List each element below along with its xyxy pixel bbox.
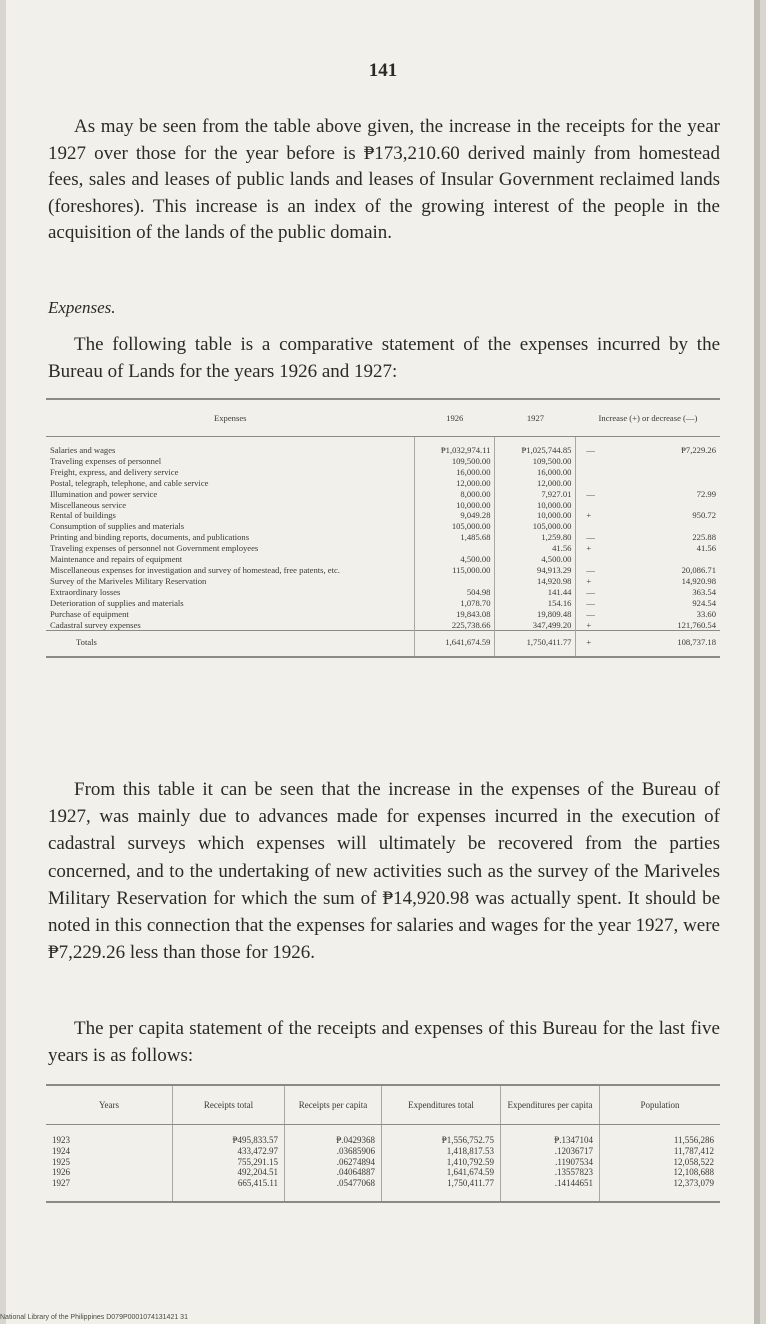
table-row — [46, 1167, 720, 1178]
receipts-per-capita: .04064887 — [285, 1167, 382, 1178]
change-cell — [576, 437, 720, 456]
population: 12,108,688 — [600, 1167, 721, 1178]
expense-label: Cadastral survey expenses — [50, 619, 141, 630]
year: 1924 — [52, 1145, 70, 1156]
population: 11,787,412 — [600, 1146, 721, 1157]
expense-label: Printing and binding reports, documents, and publications — [50, 532, 250, 543]
change-value: 363.54 — [692, 586, 716, 597]
value-1926: 105,000.00 — [415, 521, 495, 532]
paragraph-receipts: As may be seen from the table above given, the increase in the receipts for the year 1927 over those for the year before is ₱173,210.60 derived mainly from homestead fees, sales and leases of public lands and leases of Insular Government reclaimed lands (foreshores). This increase is an index of the growing interest of the people in the acquisition of the lands of the public domain. — [48, 116, 720, 243]
population: 11,556,286 — [600, 1125, 721, 1146]
expenditures-total: 1,418,817.53 — [382, 1146, 501, 1157]
header-receipts-total: Receipts total — [173, 1085, 285, 1125]
change-sign: — — [586, 532, 596, 543]
header-1926: 1926 — [415, 399, 495, 437]
value-1926: 10,000.00 — [415, 500, 495, 511]
expenditures-per-capita: ₱.1347104 — [501, 1125, 600, 1146]
receipts-total: ₱495,833.57 — [173, 1125, 285, 1146]
totals-label: Totals — [46, 631, 415, 657]
change-value: 924.54 — [692, 597, 716, 608]
expense-label: Purchase of equipment — [50, 608, 129, 619]
total-change-value: 108,737.18 — [677, 637, 716, 648]
value-1926: 8,000.00 — [415, 489, 495, 500]
change-value: 950.72 — [692, 510, 716, 521]
table-row — [46, 500, 720, 511]
receipts-per-capita: ₱.0429368 — [285, 1125, 382, 1146]
header-population: Population — [600, 1085, 721, 1125]
table-row — [46, 576, 720, 587]
table-row — [46, 437, 720, 456]
table-row — [46, 510, 720, 521]
table-row — [46, 609, 720, 620]
table-row — [46, 543, 720, 554]
value-1927: 14,920.98 — [495, 576, 576, 587]
change-sign: + — [586, 510, 592, 521]
change-value: 20,086.71 — [681, 564, 716, 575]
change-cell — [576, 587, 720, 598]
expenses-table-body — [46, 437, 720, 658]
value-1927: 10,000.00 — [495, 510, 576, 521]
year: 1926 — [52, 1167, 70, 1178]
value-1927: 154.16 — [495, 598, 576, 609]
change-cell — [576, 489, 720, 500]
table-row — [46, 598, 720, 609]
value-1926 — [415, 543, 495, 554]
expense-label: Salaries and wages — [50, 445, 116, 455]
receipts-total: 433,472.97 — [173, 1146, 285, 1157]
header-change: Increase (+) or decrease (—) — [576, 399, 720, 437]
expense-label: Miscellaneous expenses for investigation and survey of homestead, free patents, etc. — [50, 564, 340, 575]
expenditures-total: ₱1,556,752.75 — [382, 1125, 501, 1146]
value-1926: 12,000.00 — [415, 478, 495, 489]
expenditures-per-capita: .11907534 — [501, 1157, 600, 1168]
page-edge — [754, 0, 760, 1324]
page-number: 141 — [368, 60, 398, 81]
change-cell — [576, 456, 720, 467]
expenditures-total: 1,410,792.59 — [382, 1157, 501, 1168]
year: 1923 — [52, 1135, 70, 1145]
population: 12,373,079 — [600, 1178, 721, 1202]
expense-label: Freight, express, and delivery service — [50, 466, 179, 477]
change-sign: + — [586, 619, 592, 630]
change-cell — [576, 500, 720, 511]
receipts-per-capita: .05477068 — [285, 1178, 382, 1202]
table-row — [46, 456, 720, 467]
change-value: 41.56 — [696, 543, 716, 554]
expense-label: Traveling expenses of personnel not Government employees — [50, 543, 259, 554]
value-1927: 12,000.00 — [495, 478, 576, 489]
receipts-per-capita: .06274894 — [285, 1157, 382, 1168]
value-1926: 16,000.00 — [415, 467, 495, 478]
change-sign: — — [586, 608, 596, 619]
value-1926: 109,500.00 — [415, 456, 495, 467]
change-value: 33.60 — [696, 608, 716, 619]
table-row — [46, 554, 720, 565]
change-cell — [576, 532, 720, 543]
header-expenditures-per-capita: Expenditures per capita — [501, 1085, 600, 1125]
expenditures-per-capita: .14144651 — [501, 1178, 600, 1202]
header-expenses: Expenses — [46, 399, 415, 437]
change-value: 225.88 — [692, 532, 716, 543]
expense-label: Miscellaneous service — [50, 499, 127, 510]
table-row — [46, 521, 720, 532]
document-page — [6, 0, 760, 1324]
expense-label: Traveling expenses of personnel — [50, 455, 162, 466]
value-1926: 1,078.70 — [415, 598, 495, 609]
paragraph-analysis: From this table it can be seen that the increase in the expenses of the Bureau of 1927, was mainly due to advances made for expenses incurred in the execution of cadastral surveys which expenses will ultimately be recovered from the parties concerned, and to the undertaking of new activities such as the survey of the Mariveles Military Reservation for which the sum of ₱14,920.98 was actually spent. It should be noted in this connection that the expenses for salaries and wages for the year 1927, were ₱7,229.26 less than those for 1926. — [48, 779, 720, 964]
receipts-total: 665,415.11 — [173, 1178, 285, 1202]
value-1927: 10,000.00 — [495, 500, 576, 511]
expenditures-total: 1,641,674.59 — [382, 1167, 501, 1178]
change-cell — [576, 620, 720, 631]
change-sign: — — [586, 586, 596, 597]
table-row — [46, 478, 720, 489]
total-1927: 1,750,411.77 — [495, 631, 576, 657]
expenditures-total: 1,750,411.77 — [382, 1178, 501, 1202]
value-1926: 504.98 — [415, 587, 495, 598]
expense-label: Deterioration of supplies and materials — [50, 597, 184, 608]
change-cell — [576, 598, 720, 609]
value-1927: 94,913.29 — [495, 565, 576, 576]
change-sign: — — [586, 597, 596, 608]
value-1926: 1,485.68 — [415, 532, 495, 543]
expenditures-per-capita: .12036717 — [501, 1146, 600, 1157]
value-1927: ₱1,025,744.85 — [495, 437, 576, 456]
value-1927: 109,500.00 — [495, 456, 576, 467]
value-1927: 347,499.20 — [495, 620, 576, 631]
expenditures-per-capita: .13557823 — [501, 1167, 600, 1178]
value-1927: 41.56 — [495, 543, 576, 554]
header-1927: 1927 — [495, 399, 576, 437]
scan-footer: National Library of the Philippines D079P0001074131421 31 — [0, 1314, 188, 1321]
expense-label: Survey of the Mariveles Military Reservation — [50, 575, 207, 586]
value-1926: 19,843.08 — [415, 609, 495, 620]
per-capita-table-header — [46, 1085, 720, 1125]
total-change-cell — [576, 631, 720, 657]
total-change-sign: + — [586, 637, 592, 648]
per-capita-table-body — [46, 1125, 720, 1202]
change-sign: — — [586, 445, 596, 455]
change-cell — [576, 510, 720, 521]
value-1927: 4,500.00 — [495, 554, 576, 565]
population: 12,058,522 — [600, 1157, 721, 1168]
table-row — [46, 489, 720, 500]
header-expenditures-total: Expenditures total — [382, 1085, 501, 1125]
table-row — [46, 1146, 720, 1157]
year: 1925 — [52, 1156, 70, 1167]
expense-label: Consumption of supplies and materials — [50, 521, 185, 532]
change-cell — [576, 565, 720, 576]
value-1927: 19,809.48 — [495, 609, 576, 620]
year: 1927 — [46, 1178, 173, 1202]
table-row — [46, 1157, 720, 1168]
value-1927: 7,927.01 — [495, 489, 576, 500]
paragraph-per-capita-intro: The per capita statement of the receipts and expenses of this Bureau for the last five years is as follows: — [48, 1018, 720, 1066]
change-value: 72.99 — [696, 488, 716, 499]
expense-label: Illumination and power service — [50, 488, 158, 499]
receipts-per-capita: .03685906 — [285, 1146, 382, 1157]
total-1926: 1,641,674.59 — [415, 631, 495, 657]
value-1927: 105,000.00 — [495, 521, 576, 532]
per-capita-table — [46, 1084, 720, 1203]
header-receipts-per-capita: Receipts per capita — [285, 1085, 382, 1125]
totals-row — [46, 631, 720, 657]
change-cell — [576, 467, 720, 478]
value-1926 — [415, 576, 495, 587]
expense-label: Extraordinary losses — [50, 586, 121, 597]
change-cell — [576, 478, 720, 489]
expense-label: Maintenance and repairs of equipment — [50, 554, 183, 565]
expense-label: Rental of buildings — [50, 510, 116, 521]
change-value: 121,760.54 — [677, 619, 716, 630]
expenses-table-header — [46, 399, 720, 437]
change-sign: + — [586, 543, 592, 554]
table-row — [46, 587, 720, 598]
section-heading-expenses: Expenses. — [48, 298, 116, 317]
change-cell — [576, 609, 720, 620]
value-1926: 225,738.66 — [415, 620, 495, 631]
value-1926: 115,000.00 — [415, 565, 495, 576]
receipts-total: 492,204.51 — [173, 1167, 285, 1178]
change-value: 14,920.98 — [681, 575, 716, 586]
receipts-total: 755,291.15 — [173, 1157, 285, 1168]
change-sign: — — [586, 564, 596, 575]
table-row — [46, 532, 720, 543]
table-row — [46, 1178, 720, 1202]
value-1926: 9,049.28 — [415, 510, 495, 521]
header-years: Years — [46, 1085, 173, 1125]
table-row — [46, 467, 720, 478]
expense-label: Postal, telegraph, telephone, and cable service — [50, 477, 209, 488]
expenses-table — [46, 398, 720, 658]
value-1927: 16,000.00 — [495, 467, 576, 478]
table-row — [46, 565, 720, 576]
paragraph-expenses-intro: The following table is a comparative statement of the expenses incurred by the Bureau of Lands for the years 1926 and 1927: — [48, 334, 720, 382]
change-value: ₱7,229.26 — [681, 445, 716, 455]
change-cell — [576, 521, 720, 532]
value-1926: ₱1,032,974.11 — [415, 437, 495, 456]
change-sign: — — [586, 488, 596, 499]
table-row — [46, 620, 720, 631]
change-cell — [576, 543, 720, 554]
change-sign: + — [586, 575, 592, 586]
value-1927: 141.44 — [495, 587, 576, 598]
table-row — [46, 1125, 720, 1146]
change-cell — [576, 576, 720, 587]
value-1927: 1,259.80 — [495, 532, 576, 543]
value-1926: 4,500.00 — [415, 554, 495, 565]
change-cell — [576, 554, 720, 565]
